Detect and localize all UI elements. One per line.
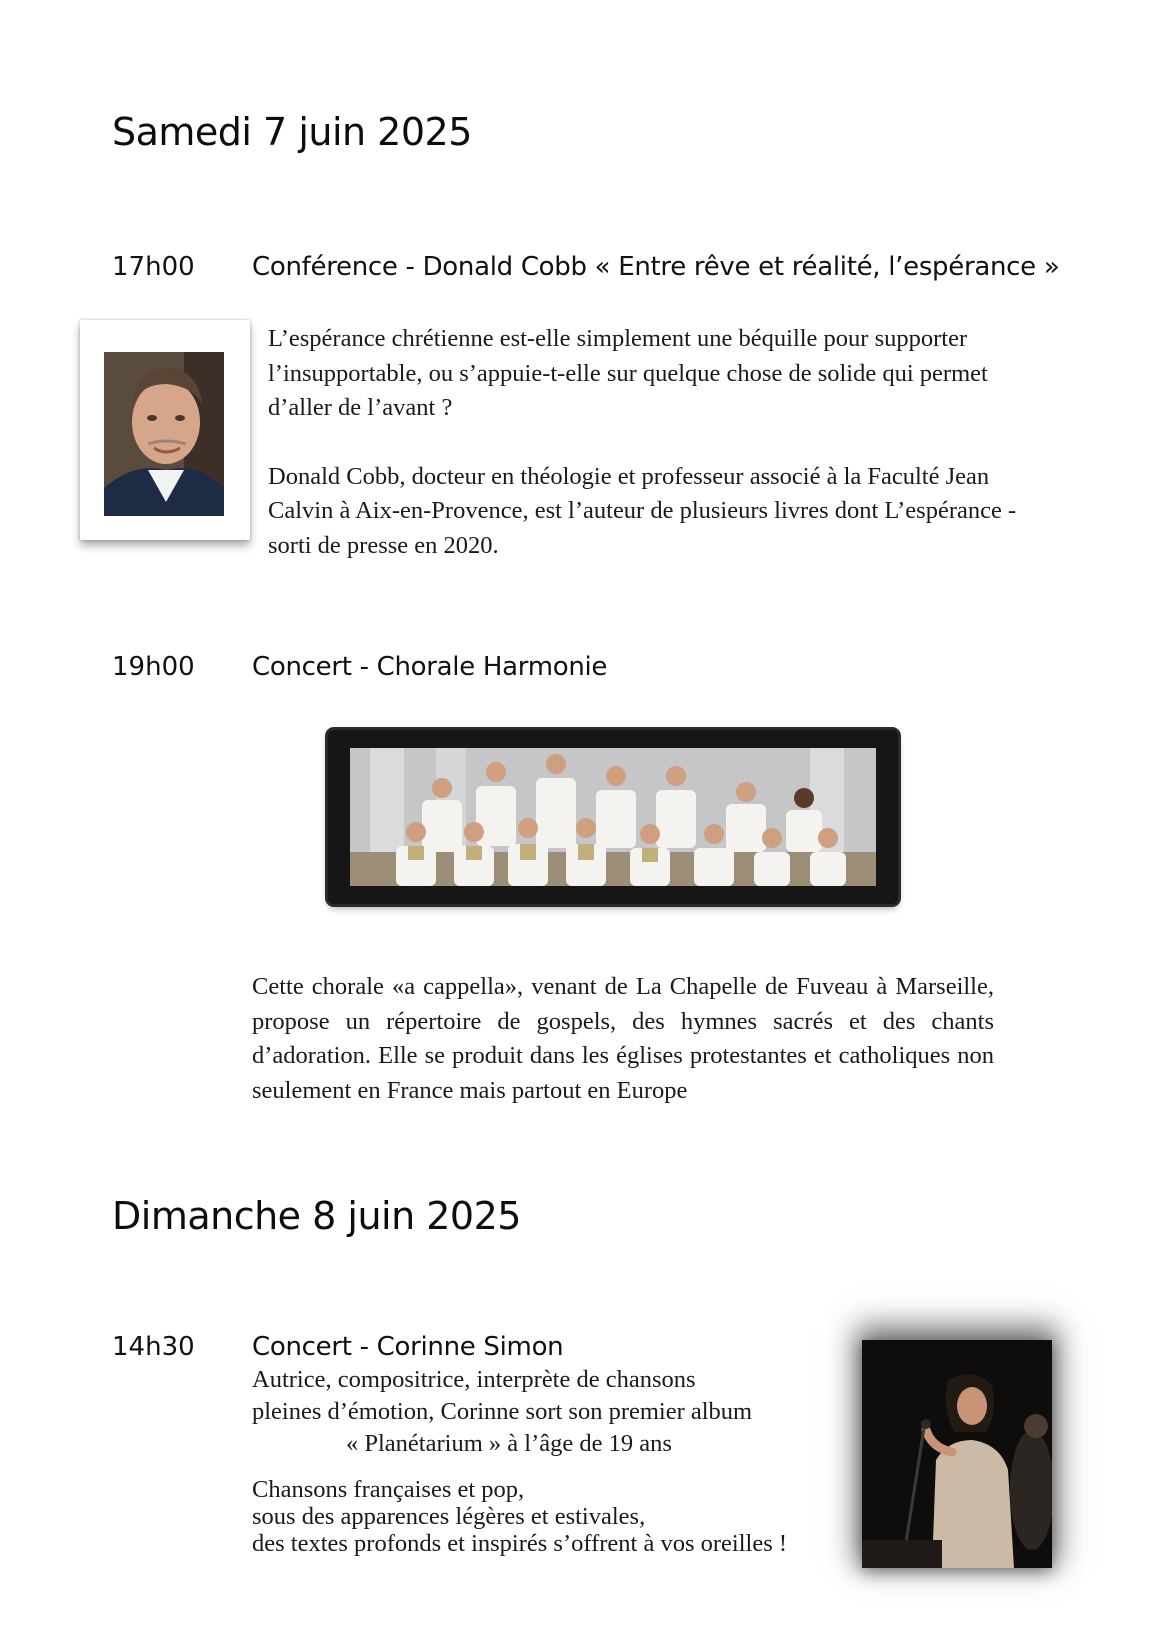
event-title: Concert - Corinne Simon [252, 1332, 564, 1362]
singer-photo [862, 1340, 1052, 1568]
description-paragraph: Donald Cobb, docteur en théologie et professeur associé à la Faculté Jean Calvin à Aix-en-Provence, est l’auteur de plusieurs livres dont L’espérance - sorti de presse en 2020. [268, 462, 1017, 559]
event-description [252, 970, 994, 1108]
event-title: Concert - Chorale Harmonie [252, 652, 608, 682]
description-paragraph: Cette chorale «a cappella», venant de La Chapelle de Fuveau à Marseille, propose un répertoire de gospels, des hymnes sacrés et des chants d’adoration. Elle se produit dans les églises protestantes et catholiques non seulement en France mais partout en Europe [252, 973, 994, 1104]
choir-photo [350, 748, 876, 886]
detail-line: Chansons françaises et pop, [252, 1476, 525, 1503]
intro-line: « Planétarium » à l’âge de 19 ans [346, 1430, 672, 1457]
event-title: Conférence - Donald Cobb « Entre rêve et réalité, l’espérance » [252, 252, 1060, 282]
detail-line: sous des apparences légères et estivales, [252, 1503, 646, 1530]
intro-line: pleines d’émotion, Corinne sort son premier album [252, 1398, 753, 1425]
speaker-photo-frame [80, 320, 250, 540]
speaker-photo [104, 352, 224, 516]
description-paragraph: L’espérance chrétienne est-elle simplement une béquille pour supporter l’insupportable, ou s’appuie-t-elle sur quelque chose de solide qui permet d’aller de l’avant ? [268, 325, 988, 421]
event-time: 19h00 [112, 652, 195, 682]
day-title-sunday: Dimanche 8 juin 2025 [112, 1194, 521, 1238]
event-details [252, 1476, 852, 1557]
intro-line: Autrice, compositrice, interprète de chansons [252, 1366, 696, 1393]
event-time: 14h30 [112, 1332, 195, 1362]
day-title-saturday: Samedi 7 juin 2025 [112, 110, 472, 154]
event-intro [252, 1364, 852, 1460]
choir-photo-frame [328, 730, 898, 904]
event-description [268, 322, 1020, 563]
event-time: 17h00 [112, 252, 195, 282]
detail-line: des textes profonds et inspirés s’offrent à vos oreilles ! [252, 1530, 788, 1557]
